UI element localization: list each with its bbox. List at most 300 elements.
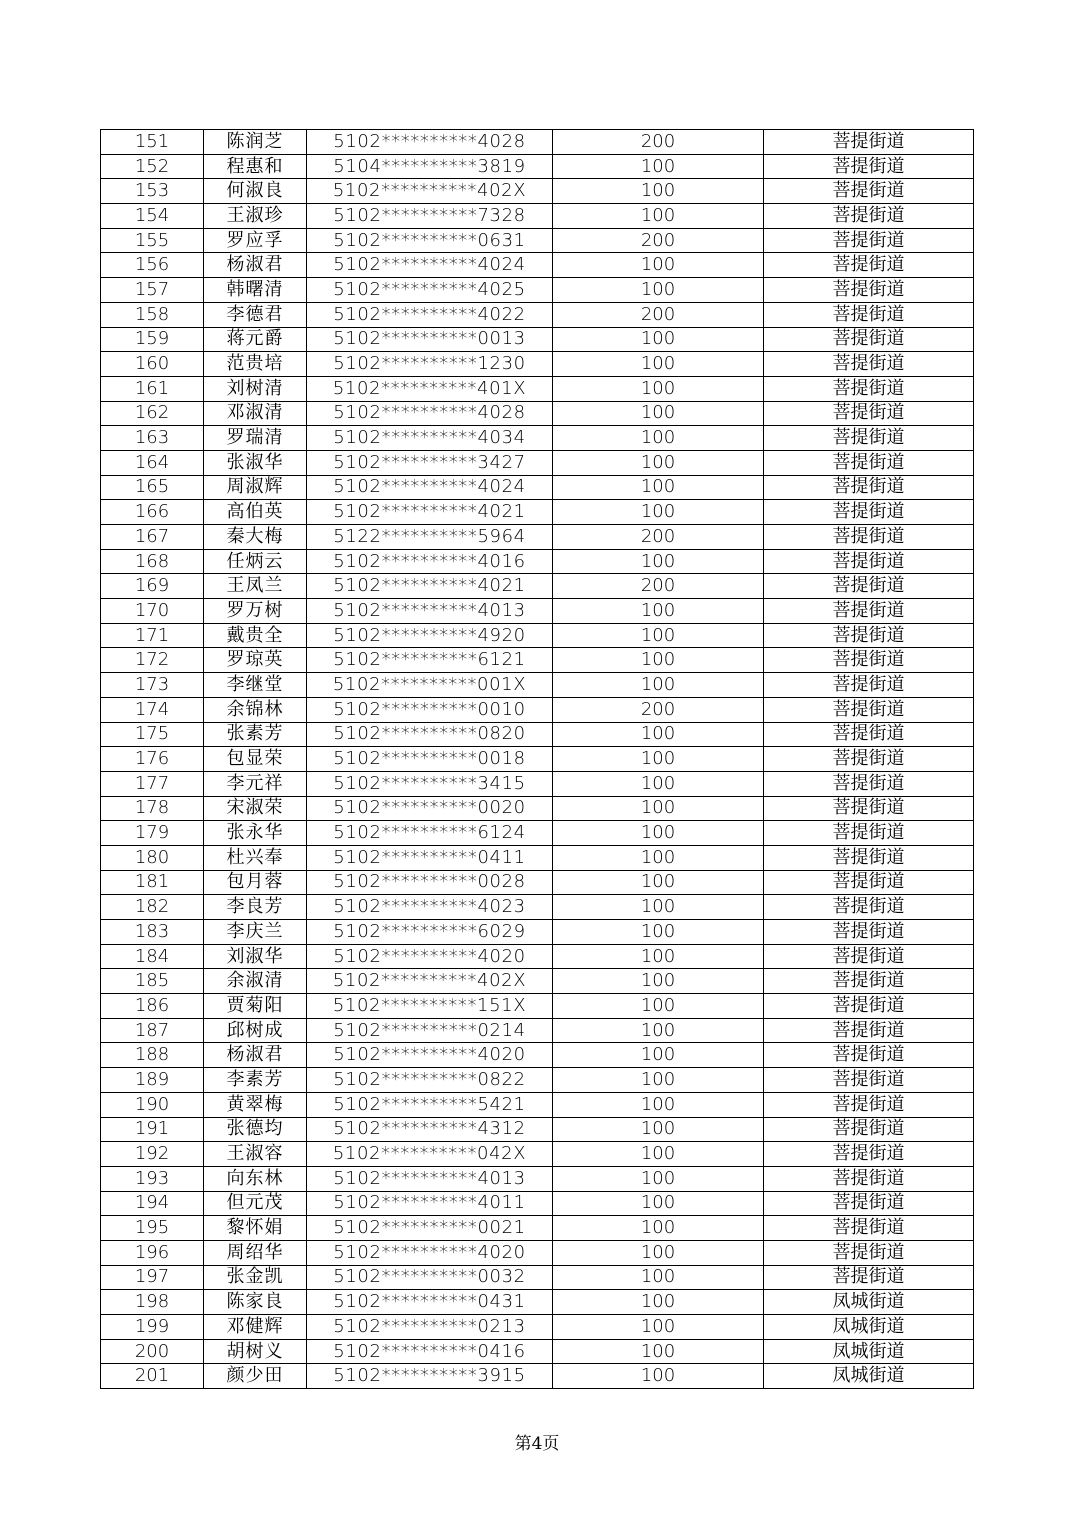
row-number-cell: 187 [101,1018,204,1043]
id-number-cell: 5102**********042X [307,1142,553,1167]
name-cell: 戴贵全 [204,623,307,648]
name-cell: 何淑良 [204,179,307,204]
id-number-cell: 5102**********3415 [307,771,553,796]
id-number-cell: 5102**********402X [307,179,553,204]
street-cell: 菩提街道 [764,302,974,327]
roster-table [100,129,974,1389]
amount-cell: 100 [553,845,764,870]
table-row [101,771,974,796]
table-row [101,796,974,821]
amount-cell: 100 [553,549,764,574]
amount-cell: 100 [553,1315,764,1340]
table-row [101,994,974,1019]
amount-cell: 100 [553,1166,764,1191]
id-number-cell: 5102**********4034 [307,426,553,451]
table-row [101,549,974,574]
amount-cell: 100 [553,1191,764,1216]
street-cell: 菩提街道 [764,771,974,796]
row-number-cell: 193 [101,1166,204,1191]
table-row [101,352,974,377]
street-cell: 菩提街道 [764,574,974,599]
row-number-cell: 166 [101,500,204,525]
name-cell: 余锦林 [204,697,307,722]
table-row [101,327,974,352]
name-cell: 李德君 [204,302,307,327]
row-number-cell: 179 [101,821,204,846]
id-number-cell: 5102**********4920 [307,623,553,648]
table-row [101,1364,974,1389]
amount-cell: 100 [553,944,764,969]
id-number-cell: 5102**********3427 [307,450,553,475]
street-cell: 菩提街道 [764,1018,974,1043]
amount-cell: 100 [553,1068,764,1093]
name-cell: 王淑珍 [204,204,307,229]
id-number-cell: 5102**********0020 [307,796,553,821]
amount-cell: 100 [553,426,764,451]
amount-cell: 100 [553,722,764,747]
id-number-cell: 5102**********0213 [307,1315,553,1340]
amount-cell: 100 [553,895,764,920]
row-number-cell: 164 [101,450,204,475]
name-cell: 向东林 [204,1166,307,1191]
row-number-cell: 198 [101,1290,204,1315]
row-number-cell: 178 [101,796,204,821]
table-row [101,1068,974,1093]
row-number-cell: 171 [101,623,204,648]
table-row [101,1216,974,1241]
street-cell: 菩提街道 [764,450,974,475]
name-cell: 李素芳 [204,1068,307,1093]
amount-cell: 100 [553,599,764,624]
amount-cell: 100 [553,796,764,821]
id-number-cell: 5102**********7328 [307,204,553,229]
id-number-cell: 5102**********0032 [307,1265,553,1290]
id-number-cell: 5102**********4020 [307,944,553,969]
table-row [101,1339,974,1364]
table-row [101,376,974,401]
name-cell: 杨淑君 [204,1043,307,1068]
table-row [101,648,974,673]
amount-cell: 100 [553,771,764,796]
row-number-cell: 163 [101,426,204,451]
id-number-cell: 5102**********4013 [307,1166,553,1191]
id-number-cell: 5102**********0028 [307,870,553,895]
name-cell: 颜少田 [204,1364,307,1389]
name-cell: 贾菊阳 [204,994,307,1019]
name-cell: 刘树清 [204,376,307,401]
street-cell: 菩提街道 [764,1216,974,1241]
row-number-cell: 180 [101,845,204,870]
name-cell: 王凤兰 [204,574,307,599]
row-number-cell: 190 [101,1092,204,1117]
id-number-cell: 5102**********5421 [307,1092,553,1117]
table-row [101,500,974,525]
street-cell: 菩提街道 [764,352,974,377]
name-cell: 但元茂 [204,1191,307,1216]
row-number-cell: 156 [101,253,204,278]
table-row [101,401,974,426]
row-number-cell: 201 [101,1364,204,1389]
street-cell: 菩提街道 [764,1142,974,1167]
id-number-cell: 5102**********4024 [307,475,553,500]
street-cell: 菩提街道 [764,920,974,945]
table-row [101,697,974,722]
name-cell: 李继堂 [204,673,307,698]
street-cell: 菩提街道 [764,1117,974,1142]
amount-cell: 100 [553,154,764,179]
street-cell: 菩提街道 [764,204,974,229]
amount-cell: 100 [553,1240,764,1265]
id-number-cell: 5102**********0214 [307,1018,553,1043]
name-cell: 胡树义 [204,1339,307,1364]
row-number-cell: 157 [101,278,204,303]
id-number-cell: 5102**********0010 [307,697,553,722]
street-cell: 凤城街道 [764,1339,974,1364]
id-number-cell: 5122**********5964 [307,525,553,550]
row-number-cell: 167 [101,525,204,550]
table-row [101,1265,974,1290]
amount-cell: 100 [553,623,764,648]
amount-cell: 100 [553,821,764,846]
street-cell: 菩提街道 [764,1068,974,1093]
street-cell: 菩提街道 [764,796,974,821]
street-cell: 菩提街道 [764,179,974,204]
name-cell: 陈润芝 [204,130,307,155]
table-row [101,154,974,179]
street-cell: 菩提街道 [764,130,974,155]
row-number-cell: 165 [101,475,204,500]
street-cell: 菩提街道 [764,426,974,451]
id-number-cell: 5102**********4020 [307,1043,553,1068]
row-number-cell: 162 [101,401,204,426]
street-cell: 菩提街道 [764,994,974,1019]
amount-cell: 200 [553,228,764,253]
name-cell: 邱树成 [204,1018,307,1043]
row-number-cell: 172 [101,648,204,673]
roster-table-body [101,130,974,1389]
amount-cell: 100 [553,1142,764,1167]
id-number-cell: 5102**********4021 [307,574,553,599]
street-cell: 菩提街道 [764,722,974,747]
id-number-cell: 5102**********0021 [307,1216,553,1241]
street-cell: 菩提街道 [764,648,974,673]
row-number-cell: 168 [101,549,204,574]
street-cell: 菩提街道 [764,969,974,994]
id-number-cell: 5102**********0411 [307,845,553,870]
amount-cell: 100 [553,253,764,278]
id-number-cell: 5102**********6121 [307,648,553,673]
name-cell: 余淑清 [204,969,307,994]
id-number-cell: 5102**********6124 [307,821,553,846]
row-number-cell: 173 [101,673,204,698]
street-cell: 凤城街道 [764,1315,974,1340]
row-number-cell: 183 [101,920,204,945]
page-number: 第4页 [514,1434,560,1454]
table-row [101,475,974,500]
table-row [101,747,974,772]
row-number-cell: 177 [101,771,204,796]
name-cell: 李良芳 [204,895,307,920]
street-cell: 凤城街道 [764,1364,974,1389]
street-cell: 菩提街道 [764,1265,974,1290]
name-cell: 包显荣 [204,747,307,772]
street-cell: 菩提街道 [764,747,974,772]
name-cell: 范贵培 [204,352,307,377]
table-row [101,969,974,994]
id-number-cell: 5102**********4025 [307,278,553,303]
amount-cell: 100 [553,870,764,895]
row-number-cell: 176 [101,747,204,772]
id-number-cell: 5104**********3819 [307,154,553,179]
row-number-cell: 175 [101,722,204,747]
amount-cell: 100 [553,920,764,945]
id-number-cell: 5102**********3915 [307,1364,553,1389]
street-cell: 菩提街道 [764,278,974,303]
name-cell: 杜兴奉 [204,845,307,870]
amount-cell: 100 [553,747,764,772]
table-row [101,895,974,920]
row-number-cell: 182 [101,895,204,920]
name-cell: 罗应孚 [204,228,307,253]
street-cell: 菩提街道 [764,673,974,698]
name-cell: 蒋元爵 [204,327,307,352]
name-cell: 任炳云 [204,549,307,574]
name-cell: 杨淑君 [204,253,307,278]
row-number-cell: 197 [101,1265,204,1290]
row-number-cell: 192 [101,1142,204,1167]
table-row [101,1166,974,1191]
amount-cell: 100 [553,1018,764,1043]
street-cell: 菩提街道 [764,623,974,648]
table-row [101,253,974,278]
amount-cell: 100 [553,1117,764,1142]
street-cell: 菩提街道 [764,1166,974,1191]
id-number-cell: 5102**********4028 [307,130,553,155]
row-number-cell: 189 [101,1068,204,1093]
id-number-cell: 5102**********4016 [307,549,553,574]
table-row [101,204,974,229]
row-number-cell: 169 [101,574,204,599]
table-row [101,278,974,303]
table-row [101,426,974,451]
name-cell: 高伯英 [204,500,307,525]
table-row [101,845,974,870]
amount-cell: 200 [553,130,764,155]
row-number-cell: 196 [101,1240,204,1265]
amount-cell: 100 [553,450,764,475]
id-number-cell: 5102**********0018 [307,747,553,772]
row-number-cell: 154 [101,204,204,229]
name-cell: 黄翠梅 [204,1092,307,1117]
table-row [101,1092,974,1117]
table-row [101,1240,974,1265]
table-row [101,599,974,624]
amount-cell: 100 [553,1364,764,1389]
street-cell: 菩提街道 [764,895,974,920]
street-cell: 菩提街道 [764,944,974,969]
id-number-cell: 5102**********4021 [307,500,553,525]
id-number-cell: 5102**********001X [307,673,553,698]
id-number-cell: 5102**********4020 [307,1240,553,1265]
table-row [101,623,974,648]
street-cell: 菩提街道 [764,821,974,846]
id-number-cell: 5102**********401X [307,376,553,401]
name-cell: 邓健辉 [204,1315,307,1340]
street-cell: 菩提街道 [764,154,974,179]
name-cell: 邓淑清 [204,401,307,426]
amount-cell: 100 [553,1216,764,1241]
name-cell: 陈家良 [204,1290,307,1315]
amount-cell: 100 [553,278,764,303]
row-number-cell: 181 [101,870,204,895]
row-number-cell: 184 [101,944,204,969]
row-number-cell: 186 [101,994,204,1019]
street-cell: 菩提街道 [764,549,974,574]
table-row [101,870,974,895]
amount-cell: 200 [553,574,764,599]
amount-cell: 100 [553,994,764,1019]
row-number-cell: 155 [101,228,204,253]
amount-cell: 100 [553,179,764,204]
row-number-cell: 170 [101,599,204,624]
id-number-cell: 5102**********4011 [307,1191,553,1216]
street-cell: 菩提街道 [764,870,974,895]
table-row [101,179,974,204]
table-row [101,1290,974,1315]
table-row [101,1315,974,1340]
name-cell: 李元祥 [204,771,307,796]
id-number-cell: 5102**********0631 [307,228,553,253]
row-number-cell: 158 [101,302,204,327]
id-number-cell: 5102**********4013 [307,599,553,624]
name-cell: 宋淑荣 [204,796,307,821]
name-cell: 张淑华 [204,450,307,475]
name-cell: 韩曙清 [204,278,307,303]
id-number-cell: 5102**********402X [307,969,553,994]
amount-cell: 100 [553,376,764,401]
row-number-cell: 200 [101,1339,204,1364]
id-number-cell: 5102**********4312 [307,1117,553,1142]
name-cell: 程惠和 [204,154,307,179]
id-number-cell: 5102**********0822 [307,1068,553,1093]
table-row [101,302,974,327]
amount-cell: 100 [553,1290,764,1315]
id-number-cell: 5102**********0431 [307,1290,553,1315]
id-number-cell: 5102**********4028 [307,401,553,426]
id-number-cell: 5102**********0820 [307,722,553,747]
table-row [101,228,974,253]
street-cell: 菩提街道 [764,1191,974,1216]
amount-cell: 200 [553,525,764,550]
id-number-cell: 5102**********0416 [307,1339,553,1364]
name-cell: 包月蓉 [204,870,307,895]
street-cell: 菩提街道 [764,1043,974,1068]
name-cell: 周淑辉 [204,475,307,500]
street-cell: 菩提街道 [764,697,974,722]
street-cell: 菩提街道 [764,599,974,624]
id-number-cell: 5102**********1230 [307,352,553,377]
row-number-cell: 161 [101,376,204,401]
amount-cell: 100 [553,1043,764,1068]
table-row [101,920,974,945]
amount-cell: 100 [553,1092,764,1117]
name-cell: 罗万树 [204,599,307,624]
table-row [101,1043,974,1068]
street-cell: 菩提街道 [764,376,974,401]
row-number-cell: 195 [101,1216,204,1241]
row-number-cell: 151 [101,130,204,155]
row-number-cell: 191 [101,1117,204,1142]
street-cell: 菩提街道 [764,1092,974,1117]
street-cell: 菩提街道 [764,500,974,525]
name-cell: 秦大梅 [204,525,307,550]
amount-cell: 100 [553,1339,764,1364]
street-cell: 菩提街道 [764,845,974,870]
name-cell: 罗瑞清 [204,426,307,451]
table-row [101,525,974,550]
table-row [101,722,974,747]
street-cell: 凤城街道 [764,1290,974,1315]
row-number-cell: 153 [101,179,204,204]
amount-cell: 100 [553,475,764,500]
row-number-cell: 194 [101,1191,204,1216]
table-row [101,1117,974,1142]
name-cell: 张永华 [204,821,307,846]
amount-cell: 100 [553,352,764,377]
name-cell: 王淑容 [204,1142,307,1167]
id-number-cell: 5102**********4024 [307,253,553,278]
id-number-cell: 5102**********151X [307,994,553,1019]
table-row [101,130,974,155]
id-number-cell: 5102**********0013 [307,327,553,352]
street-cell: 菩提街道 [764,401,974,426]
table-row [101,1018,974,1043]
table-row [101,574,974,599]
amount-cell: 100 [553,401,764,426]
table-row [101,1191,974,1216]
table-row [101,944,974,969]
amount-cell: 100 [553,204,764,229]
row-number-cell: 188 [101,1043,204,1068]
amount-cell: 200 [553,302,764,327]
amount-cell: 100 [553,969,764,994]
amount-cell: 100 [553,648,764,673]
name-cell: 张素芳 [204,722,307,747]
name-cell: 张德均 [204,1117,307,1142]
row-number-cell: 152 [101,154,204,179]
name-cell: 刘淑华 [204,944,307,969]
id-number-cell: 5102**********6029 [307,920,553,945]
street-cell: 菩提街道 [764,475,974,500]
street-cell: 菩提街道 [764,228,974,253]
table-row [101,450,974,475]
street-cell: 菩提街道 [764,525,974,550]
id-number-cell: 5102**********4023 [307,895,553,920]
street-cell: 菩提街道 [764,253,974,278]
amount-cell: 200 [553,697,764,722]
amount-cell: 100 [553,327,764,352]
row-number-cell: 199 [101,1315,204,1340]
row-number-cell: 185 [101,969,204,994]
amount-cell: 100 [553,1265,764,1290]
amount-cell: 100 [553,673,764,698]
street-cell: 菩提街道 [764,327,974,352]
name-cell: 黎怀娟 [204,1216,307,1241]
name-cell: 李庆兰 [204,920,307,945]
row-number-cell: 160 [101,352,204,377]
row-number-cell: 159 [101,327,204,352]
name-cell: 周绍华 [204,1240,307,1265]
